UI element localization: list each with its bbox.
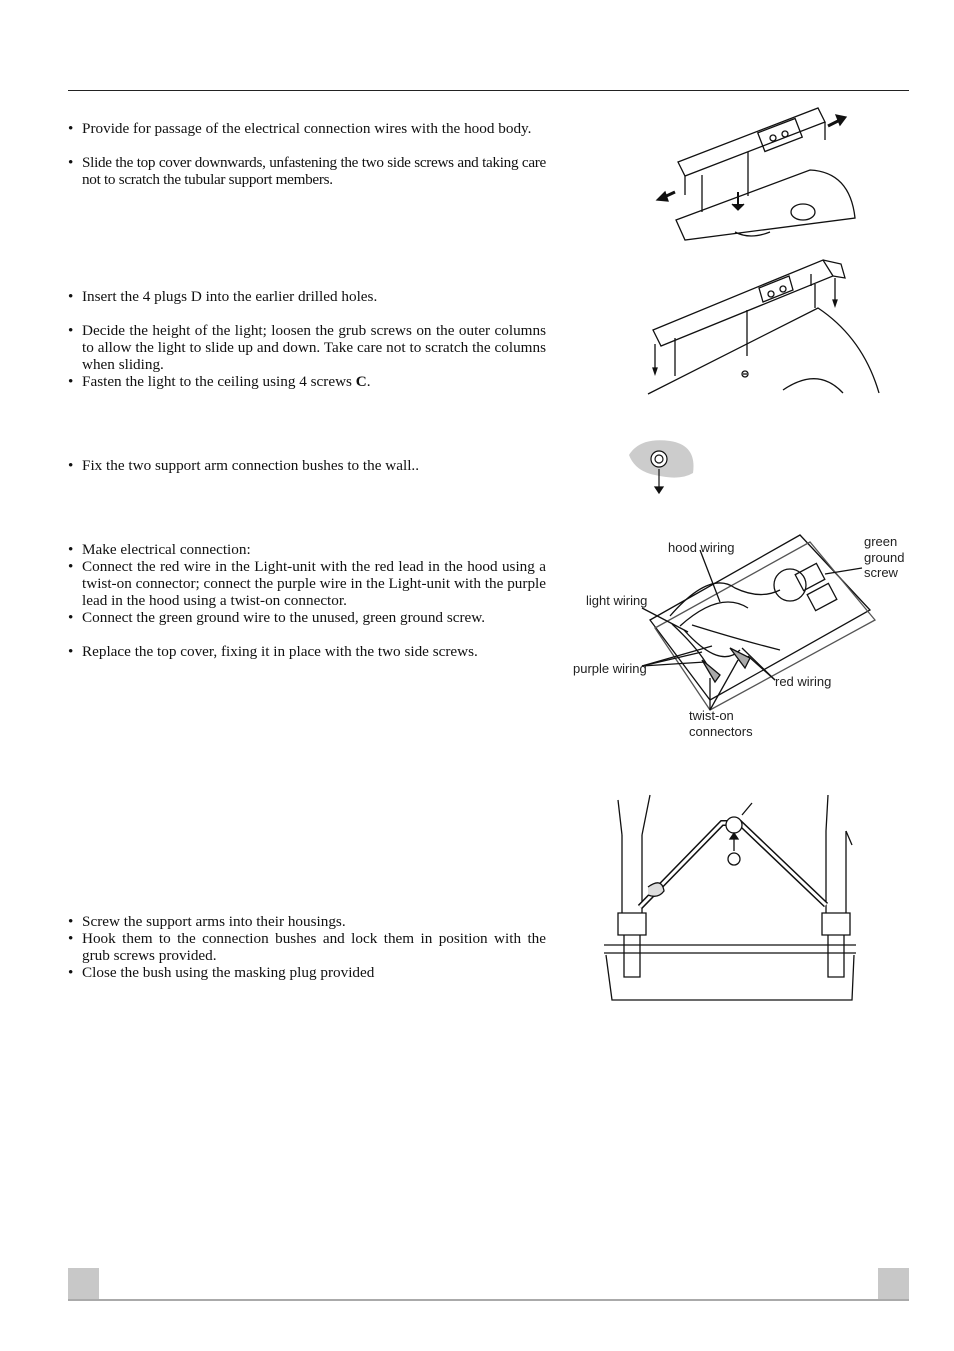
label-twist-on: twist-on	[689, 708, 734, 723]
label-green: green	[864, 534, 898, 549]
label-ground: ground	[864, 550, 905, 565]
fasten-text: Fasten the light to the ceiling using 4 screws	[82, 373, 356, 390]
section-mount-light	[68, 288, 546, 390]
bullet-connect-wires: • Connect the red wire in the Light-unit with the red lead in the hood using a twist-on connector; connect the purple wire in the Light-unit with the purple lead in the hood using a twist-on connector.	[68, 558, 546, 609]
fasten-period: .	[366, 373, 371, 390]
screw-letter: C	[355, 373, 367, 390]
section-support-arms	[68, 913, 546, 981]
bullet-screw-arms: • Screw the support arms into their housings.	[68, 913, 546, 930]
section-bushes	[68, 457, 546, 474]
bullet-wire-passage: • Provide for passage of the electrical connection wires with the hood body.	[68, 120, 546, 137]
label-connectors: connectors	[689, 724, 753, 739]
bullet-ground-wire: • Connect the green ground wire to the unused, green ground screw.	[68, 609, 546, 626]
bullet-hook-arms: • Hook them to the connection bushes and lock them in position with the grub screws provided.	[68, 930, 546, 964]
bullet-replace-cover: • Replace the top cover, fixing it in place with the two side screws.	[68, 643, 546, 660]
bullet-make-connection: • Make electrical connection:	[68, 541, 546, 558]
figure-fasten-light	[643, 248, 883, 398]
section-electrical	[68, 541, 546, 660]
footer-bar	[68, 1268, 909, 1301]
bullet-insert-plugs: • Insert the 4 plugs D into the earlier drilled holes.	[68, 288, 546, 305]
footer-block-left	[68, 1268, 99, 1299]
label-screw: screw	[864, 565, 898, 580]
label-hood-wiring: hood wiring	[668, 540, 735, 555]
bullet-fix-bushes: • Fix the two support arm connection bushes to the wall..	[68, 457, 546, 474]
bullet-decide-height: • Decide the height of the light; loosen the grub screws on the outer columns to allow the light to slide up and down. Take care not to scratch the columns when sliding.	[68, 322, 546, 373]
figure-bush	[625, 435, 700, 495]
figure-support-arms	[602, 795, 858, 1007]
label-red-wiring: red wiring	[775, 674, 832, 689]
label-purple-wiring: purple wiring	[573, 661, 647, 676]
bullet-fasten-light	[68, 373, 546, 390]
figure-top-cover	[640, 100, 860, 245]
footer-block-right	[878, 1268, 909, 1299]
top-rule	[68, 90, 909, 91]
bullet-slide-cover: • Slide the top cover downwards, unfastening the two side screws and taking care not to scratch the tubular support members.	[68, 154, 546, 188]
label-light-wiring: light wiring	[586, 593, 648, 608]
bullet-close-bush: • Close the bush using the masking plug provided	[68, 964, 546, 981]
section-top-cover	[68, 120, 546, 188]
figure-wiring	[570, 530, 910, 745]
